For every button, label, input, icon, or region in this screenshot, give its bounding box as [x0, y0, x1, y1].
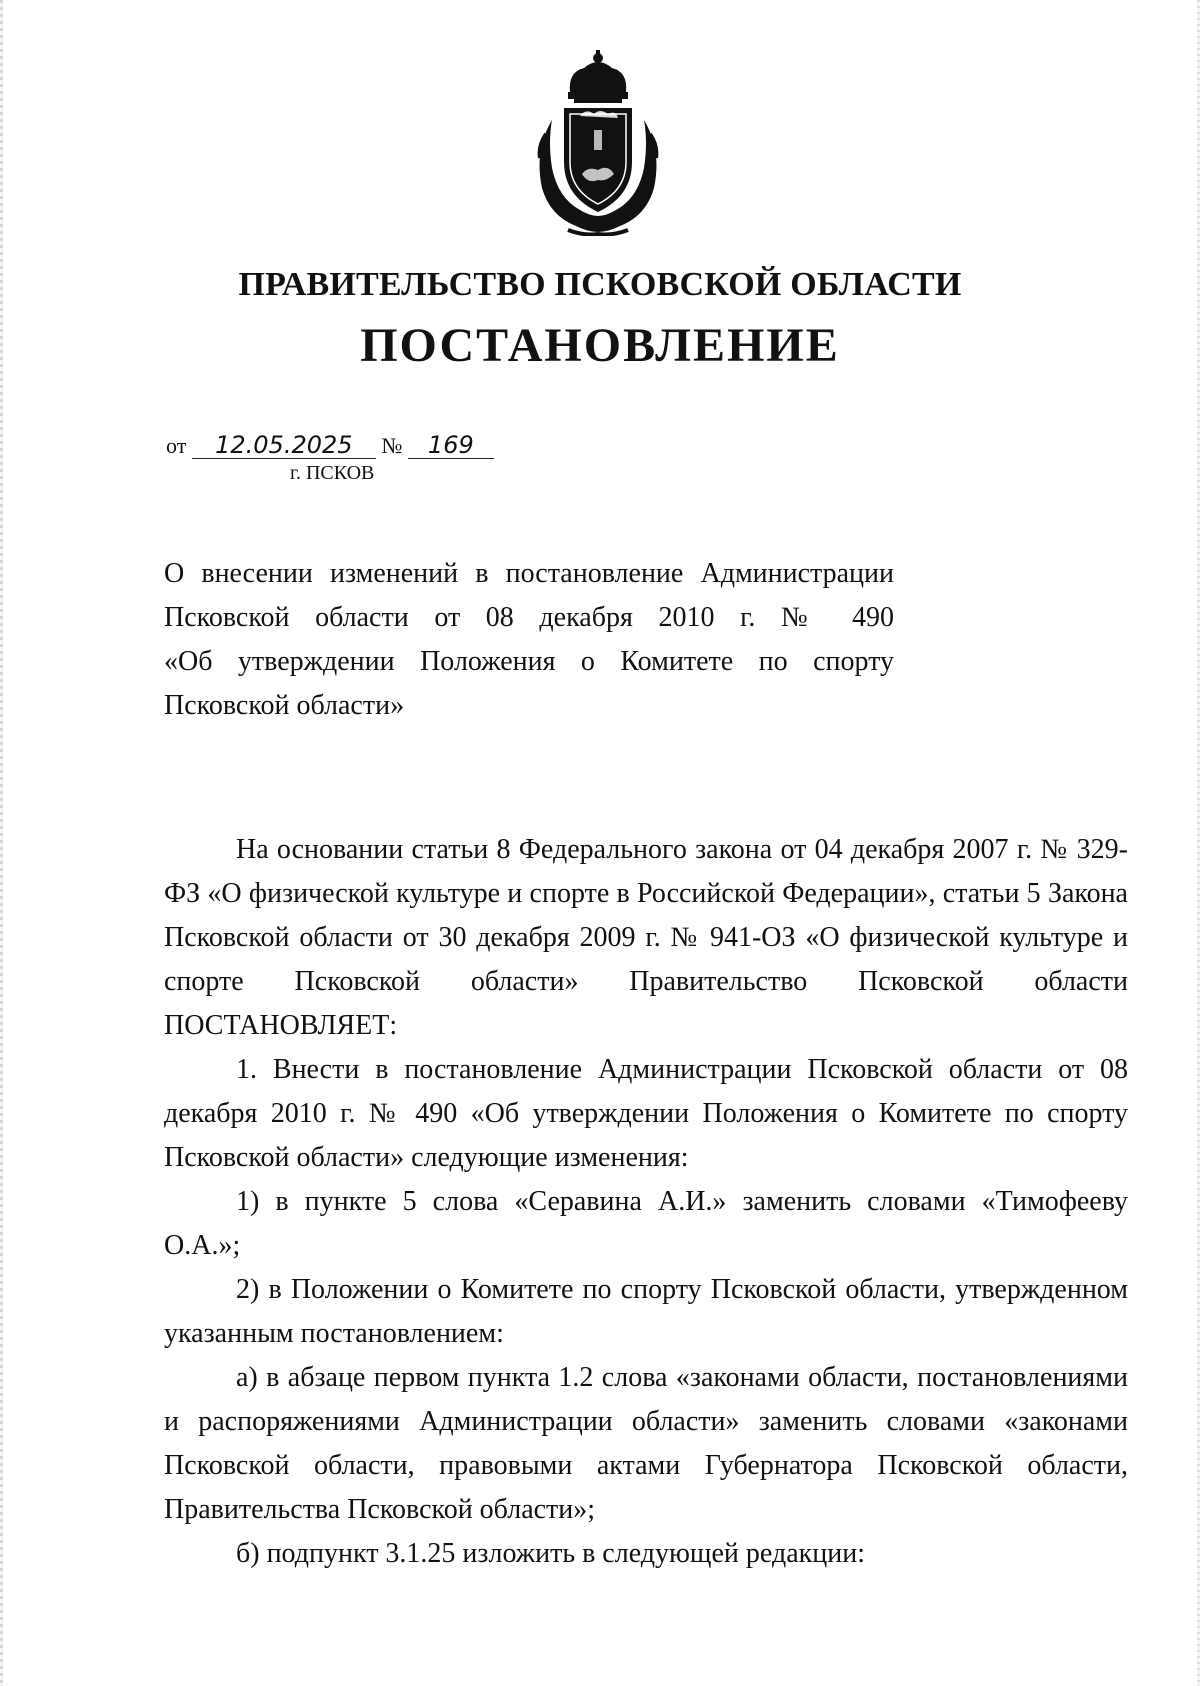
body-paragraph: На основании статьи 8 Федерального закона от 04 декабря 2007 г. № 329-ФЗ «О физической культуре и спорте в Российской Федерации», статьи 5 Закона Псковской области от 30 декабря 2009 г. № 941-ОЗ «О физической культуре и спорте Псковской области» Правительство Псковской области ПОСТАНОВЛЯЕТ: — [164, 834, 1128, 1041]
document-type: ПОСТАНОВЛЕНИЕ — [360, 319, 840, 372]
title-line: Псковской области от 08 декабря 2010 г. № 490 — [164, 602, 894, 633]
city: г. ПСКОВ — [290, 462, 375, 484]
date-number-line — [166, 432, 494, 459]
body-paragraph: а) в абзаце первом пункта 1.2 слова «законами области, постановлениями и распоряжениями Администрации области» заменить словами «законами Псковской области, правовыми актами Губернатора Псковской области, Правительства Псковской области»; — [164, 1362, 1128, 1525]
document-date: 12.05.2025 — [192, 432, 376, 459]
title-line: «Об утверждении Положения о Комитете по спорту — [164, 646, 894, 677]
title-line: О внесении изменений в постановление Администрации — [164, 558, 894, 589]
body-paragraph: 1) в пункте 5 слова «Серавина А.И.» заменить словами «Тимофееву О.А.»; — [164, 1186, 1128, 1261]
body-paragraph: 2) в Положении о Комитете по спорту Псковской области, утвержденном указанным постановлением: — [164, 1274, 1128, 1349]
date-prefix: от — [166, 433, 187, 458]
coat-of-arms-icon — [528, 50, 668, 236]
title-line: Псковской области» — [164, 690, 405, 721]
body-paragraph: 1. Внести в постановление Администрации Псковской области от 08 декабря 2010 г. № 490 «Об утверждении Положения о Комитете по спорту Псковской области» следующие изменения: — [164, 1054, 1128, 1173]
document-title — [164, 552, 894, 728]
scan-left-edge — [0, 0, 3, 1686]
body-paragraph: б) подпункт 3.1.25 изложить в следующей редакции: — [236, 1538, 865, 1569]
organization-name: ПРАВИТЕЛЬСТВО ПСКОВСКОЙ ОБЛАСТИ — [238, 266, 962, 303]
document-body — [164, 828, 1128, 1576]
document-number: 169 — [408, 432, 494, 459]
number-prefix: № — [381, 433, 403, 458]
